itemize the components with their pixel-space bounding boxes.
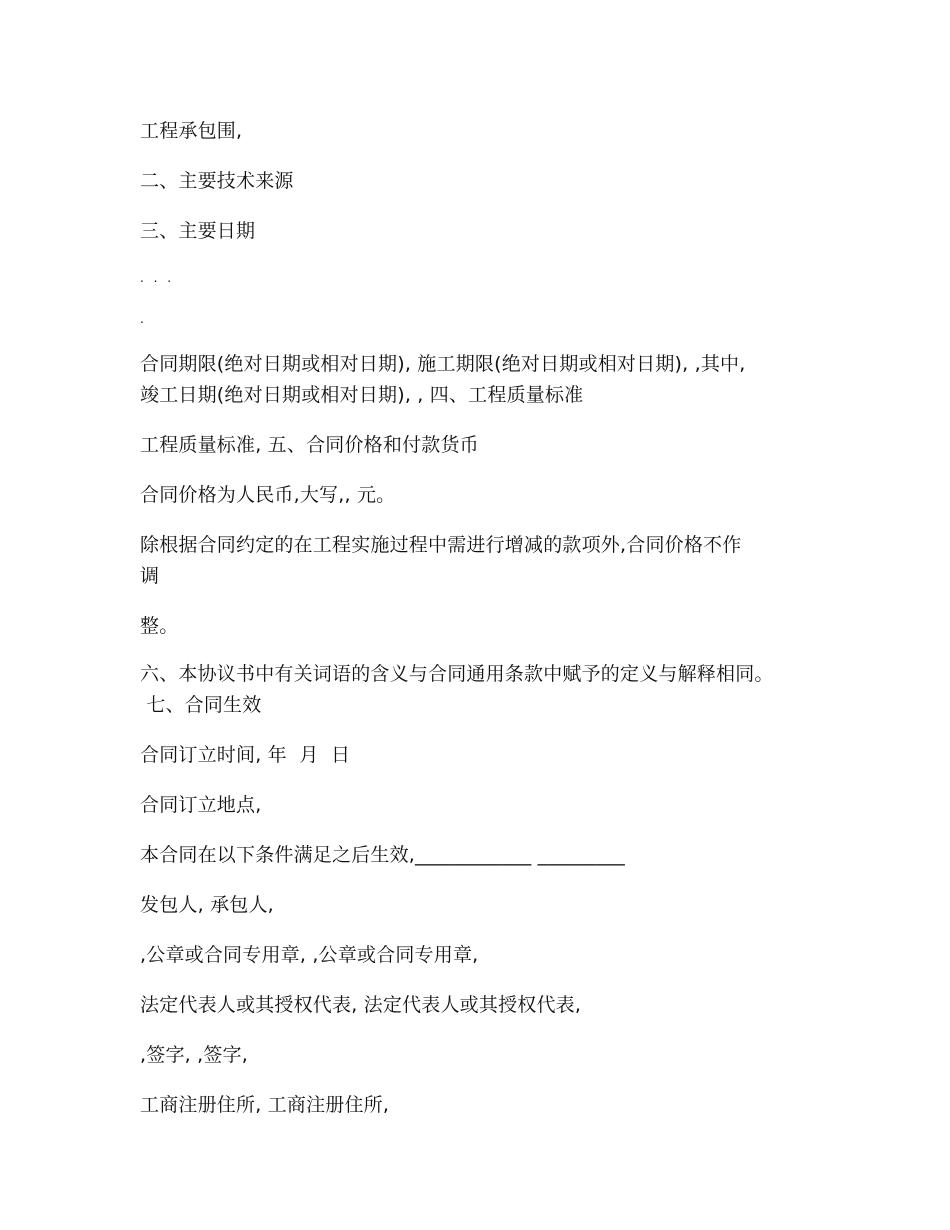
text-line-price-adjustment-end: 整。 bbox=[140, 615, 179, 637]
text-line-contract-period: 合同期限(绝对日期或相对日期), 施工期限(绝对日期或相对日期), ,其中, bbox=[140, 353, 746, 375]
text-line-completion-date: 竣工日期(绝对日期或相对日期), , 四、工程质量标准 bbox=[140, 384, 584, 406]
text-line-price-adjustment-cont: 调 bbox=[140, 565, 160, 587]
text-line-registered-address: 工商注册住所, 工商注册住所, bbox=[140, 1094, 390, 1116]
dots-line: . . . bbox=[140, 271, 175, 285]
text-line-signing-time: 合同订立时间, 年 月 日 bbox=[140, 744, 351, 766]
text-line-parties: 发包人, 承包人, bbox=[140, 894, 274, 916]
text-line-quality-standard: 工程质量标准, 五、合同价格和付款货币 bbox=[140, 434, 479, 456]
text-line-contract-price: 合同价格为人民币,大写,, 元。 bbox=[140, 484, 396, 506]
text-line-legal-representative: 法定代表人或其授权代表, 法定代表人或其授权代表, bbox=[140, 994, 582, 1016]
heading-technology-source: 二、主要技术来源 bbox=[140, 170, 294, 192]
text-line-effective-conditions: 本合同在以下条件满足之后生效,____________ _________ bbox=[140, 844, 625, 866]
text-line-price-adjustment: 除根据合同约定的在工程实施过程中需进行增减的款项外,合同价格不作 bbox=[140, 534, 742, 556]
heading-contract-effective: 七、合同生效 bbox=[140, 694, 262, 716]
dot-line: . bbox=[140, 312, 147, 326]
heading-main-dates: 三、主要日期 bbox=[140, 220, 256, 242]
text-line-signing-place: 合同订立地点, bbox=[140, 794, 262, 816]
text-line-scope: 工程承包围, bbox=[140, 120, 243, 142]
text-line-definitions: 六、本协议书中有关词语的含义与合同通用条款中赋予的定义与解释相同。 bbox=[140, 663, 774, 685]
text-line-official-seal: ,公章或合同专用章, ,公章或合同专用章, bbox=[140, 944, 479, 966]
text-line-signature: ,签字, ,签字, bbox=[140, 1044, 248, 1066]
